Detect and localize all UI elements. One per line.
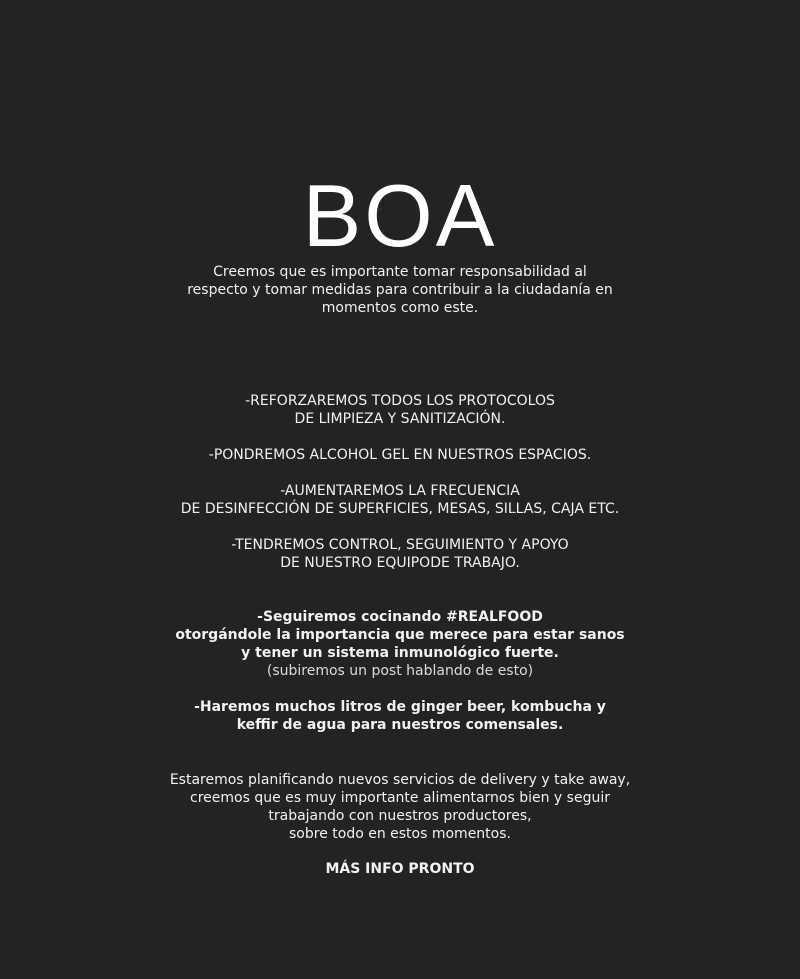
measure-line: DE DESINFECCIÓN DE SUPERFICIES, MESAS, SILLAS, CAJA ETC. [180, 501, 620, 517]
realfood-line: otorgándole la importancia que merece para estar sanos [175, 627, 625, 643]
measure-team-control [0, 536, 800, 572]
measure-line: -REFORZAREMOS TODOS LOS PROTOCOLOS [245, 393, 555, 409]
measure-disinfection [0, 482, 800, 518]
drinks-line: keffir de agua para nuestros comensales. [236, 717, 564, 733]
drinks-paragraph [0, 698, 800, 734]
measure-line: -AUMENTAREMOS LA FRECUENCIA [280, 483, 520, 499]
intro-line: respecto y tomar medidas para contribuir a la ciudadanía en [187, 282, 613, 298]
delivery-line: Estaremos planificando nuevos servicios de delivery y take away, [169, 772, 631, 788]
intro-paragraph [0, 263, 800, 317]
delivery-line: creemos que es muy importante alimentarnos bien y seguir [190, 790, 610, 806]
more-info-text: MÁS INFO PRONTO [325, 861, 475, 877]
measure-line: -TENDREMOS CONTROL, SEGUIMIENTO Y APOYO [231, 537, 569, 553]
delivery-paragraph [0, 771, 800, 843]
measure-cleaning [0, 392, 800, 428]
measure-line: -PONDREMOS ALCOHOL GEL EN NUESTROS ESPACIOS. [208, 447, 592, 463]
realfood-paragraph [0, 608, 800, 680]
brand-logo: BOA [302, 166, 498, 265]
measure-line: DE NUESTRO EQUIPODE TRABAJO. [280, 555, 520, 571]
delivery-line: sobre todo en estos momentos. [289, 826, 511, 842]
measure-alcohol-gel [0, 446, 800, 464]
measure-line: DE LIMPIEZA Y SANITIZACIÓN. [294, 411, 506, 427]
delivery-line: trabajando con nuestros productores, [268, 808, 532, 824]
drinks-line: -Haremos muchos litros de ginger beer, kombucha y [194, 699, 606, 715]
realfood-note: (subiremos un post hablando de esto) [266, 663, 534, 679]
intro-line: Creemos que es importante tomar responsabilidad al [213, 264, 587, 280]
intro-line: momentos como este. [321, 300, 479, 316]
more-info-footer [0, 860, 800, 878]
realfood-line: y tener un sistema inmunológico fuerte. [241, 645, 559, 661]
realfood-line: -Seguiremos cocinando #REALFOOD [257, 609, 543, 625]
